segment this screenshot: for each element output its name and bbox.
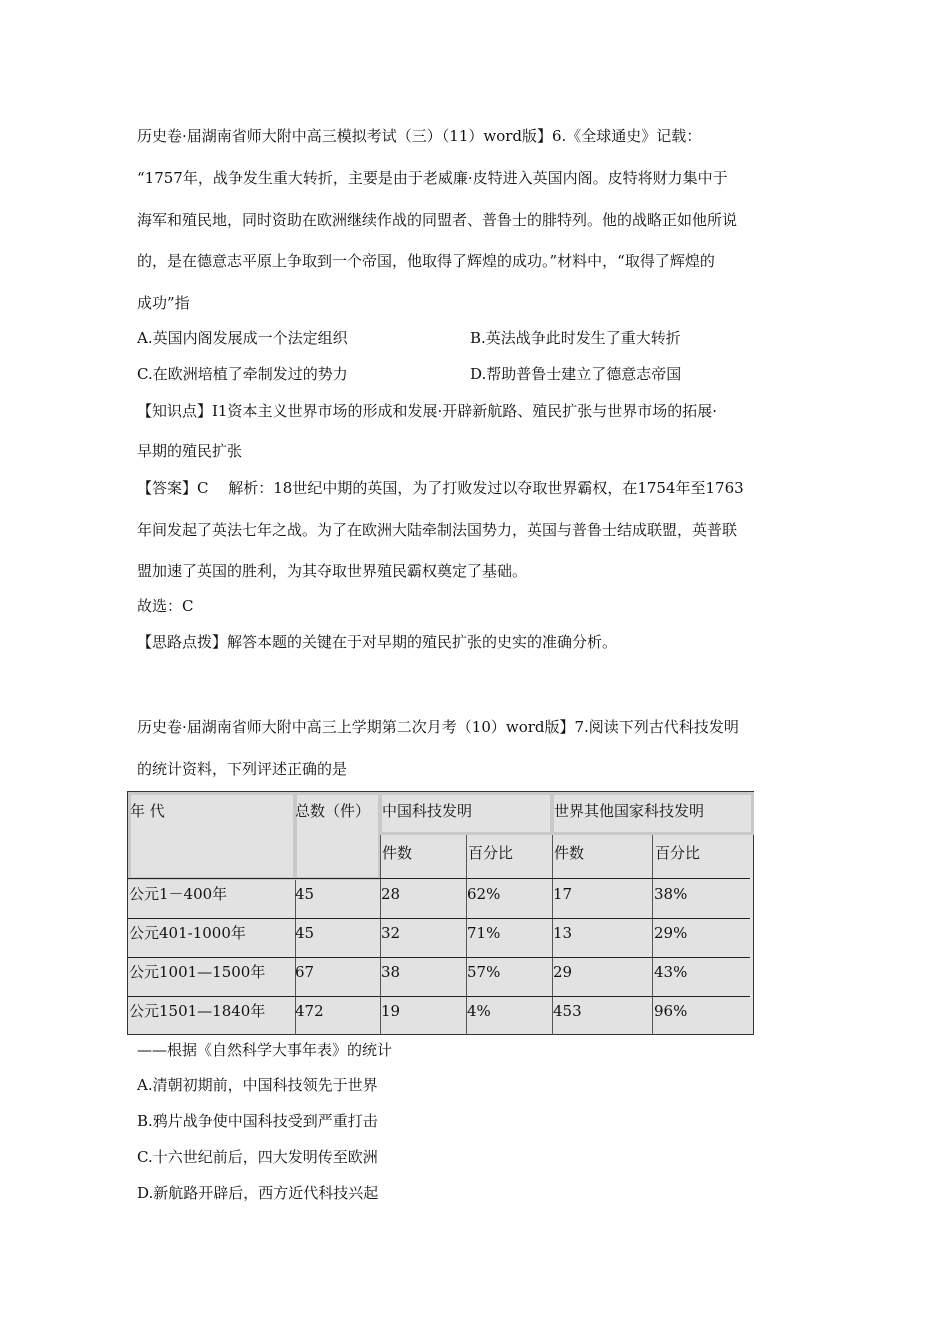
table-cell: 公元401-1000年 [129,924,246,942]
q6-tip: 【思路点拨】解答本题的关键在于对早期的殖民扩张的史实的准确分析。 [137,633,618,651]
header-china-count: 件数 [382,844,413,862]
table-cell: 17 [553,885,573,903]
q6-stem-line-5: 成功”指 [137,294,190,312]
q6-answer-line-1: 【答案】C 解析：18世纪中期的英国，为了打败发过以夺取世界霸权，在1754年至1763 [137,479,744,497]
q6-stem-line-4: 的，是在德意志平原上争取到一个帝国，他取得了辉煌的成功。”材料中，“取得了辉煌的 [137,252,715,270]
table-cell: 29 [553,963,573,981]
header-world: 世界其他国家科技发明 [554,802,705,820]
table-cell: 28 [381,885,401,903]
table-cell: 472 [295,1002,324,1020]
q6-answer-line-2: 年间发起了英法七年之战。为了在欧洲大陆牵制法国势力，英国与普鲁士结成联盟，英普联 [137,521,738,539]
table-cell: 4% [467,1002,491,1020]
q6-option-c: C.在欧洲培植了牵制发过的势力 [137,365,348,383]
table-cell: 公元1－400年 [129,885,228,903]
table-cell: 公元1501—1840年 [129,1002,266,1020]
table-cell: 43% [654,963,688,981]
table-cell: 38% [654,885,688,903]
table-cell: 62% [467,885,501,903]
header-total: 总数（件） [295,802,371,820]
table-cell: 29% [654,924,688,942]
q7-option-a: A.清朝初期前，中国科技领先于世界 [137,1076,378,1094]
q6-option-b: B.英法战争此时发生了重大转折 [470,329,681,347]
q6-stem-line-1: 历史卷·届湖南省师大附中高三模拟考试（三）（11）word版】6.《全球通史》记载： [137,127,702,145]
q6-stem-line-2: “1757年，战争发生重大转折，主要是由于老威廉·皮特进入英国内阁。皮特将财力集中于 [137,169,728,187]
q6-choice: 故选：C [137,597,194,615]
q7-option-b: B.鸦片战争使中国科技受到严重打击 [137,1112,378,1130]
table-cell: 38 [381,963,401,981]
table-cell: 13 [553,924,573,942]
table-cell: 67 [295,963,315,981]
q7-stem-line-2: 的统计资料，下列评述正确的是 [137,760,348,778]
q6-option-d: D.帮助普鲁士建立了德意志帝国 [470,365,682,383]
q7-stem-line-1: 历史卷·届湖南省师大附中高三上学期第二次月考（10）word版】7.阅读下列古代科技发明 [137,718,739,736]
q7-option-c: C.十六世纪前后，四大发明传至欧洲 [137,1148,378,1166]
table-cell: 公元1001—1500年 [129,963,266,981]
q6-option-a: A.英国内阁发展成一个法定组织 [137,329,348,347]
q7-source: ——根据《自然科学大事年表》的统计 [137,1041,393,1059]
header-china: 中国科技发明 [382,802,473,820]
header-world-count: 件数 [554,844,585,862]
header-china-pct: 百分比 [468,844,514,862]
table-cell: 71% [467,924,501,942]
q6-knowledge-line-2: 早期的殖民扩张 [137,442,243,460]
header-era: 年 代 [130,802,165,820]
q6-stem-line-3: 海军和殖民地，同时资助在欧洲继续作战的同盟者、普鲁士的腓特列。他的战略正如他所说 [137,211,738,229]
q6-knowledge-line-1: 【知识点】I1资本主义世界市场的形成和发展·开辟新航路、殖民扩张与世界市场的拓展· [137,402,718,420]
table-cell: 96% [654,1002,688,1020]
table-cell: 453 [553,1002,582,1020]
table-cell: 45 [295,924,315,942]
table-cell: 19 [381,1002,401,1020]
inventions-table [127,791,754,1035]
q7-option-d: D.新航路开辟后，西方近代科技兴起 [137,1184,379,1202]
table-cell: 32 [381,924,401,942]
table-cell: 57% [467,963,501,981]
q6-answer-line-3: 盟加速了英国的胜利，为其夺取世界殖民霸权奠定了基础。 [137,562,528,580]
header-world-pct: 百分比 [655,844,701,862]
table-cell: 45 [295,885,315,903]
